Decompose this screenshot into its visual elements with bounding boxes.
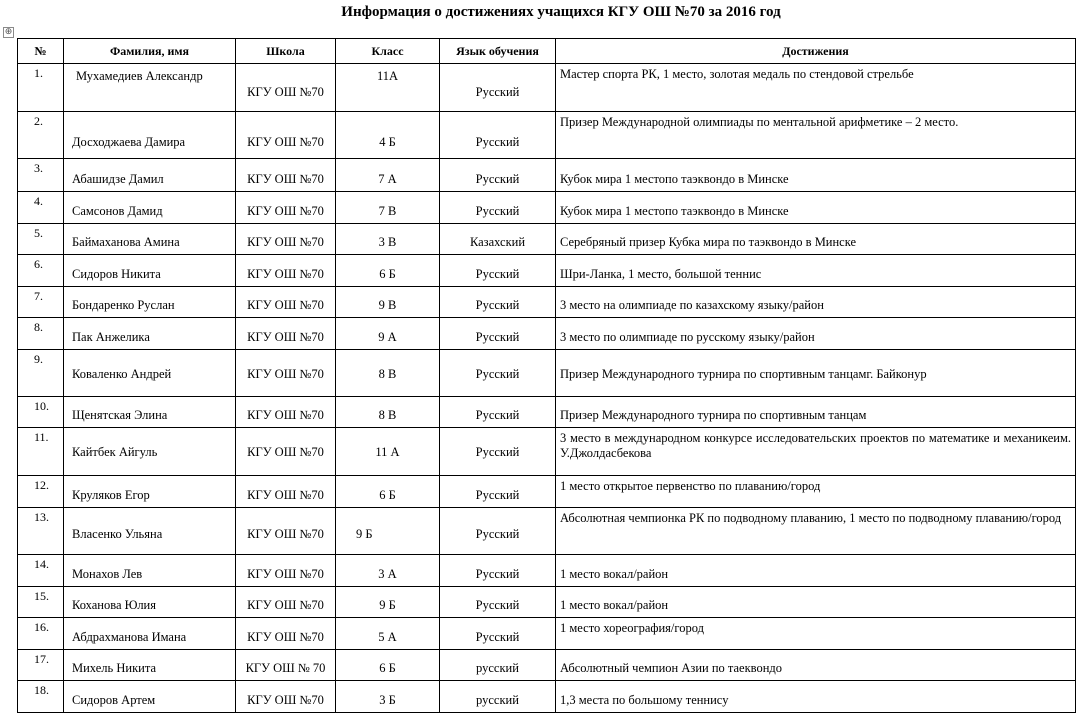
school-name: КГУ ОШ №70 xyxy=(236,681,336,713)
row-number: 7. xyxy=(18,287,64,318)
class-name: 6 Б xyxy=(336,650,440,681)
row-number: 5. xyxy=(18,224,64,255)
school-name: КГУ ОШ №70 xyxy=(236,287,336,318)
school-name: КГУ ОШ №70 xyxy=(236,397,336,428)
table-row xyxy=(18,112,1076,159)
row-number: 10. xyxy=(18,397,64,428)
row-number: 11. xyxy=(18,428,64,476)
header-school: Школа xyxy=(236,39,336,64)
school-name: КГУ ОШ №70 xyxy=(236,618,336,650)
achievement-text: 1 место открытое первенство по плаванию/город xyxy=(556,476,1076,508)
row-number: 9. xyxy=(18,350,64,397)
achievement-text: Абсолютная чемпионка РК по подводному плаванию, 1 место по подводному плаванию/город xyxy=(556,508,1076,555)
table-row xyxy=(18,650,1076,681)
row-number: 14. xyxy=(18,555,64,587)
class-name: 6 Б xyxy=(336,255,440,287)
language: Русский xyxy=(440,287,556,318)
table-row xyxy=(18,397,1076,428)
student-name: Монахов Лев xyxy=(64,555,236,587)
student-name: Абашидзе Дамил xyxy=(64,159,236,192)
row-number: 4. xyxy=(18,192,64,224)
achievement-text: 3 место на олимпиаде по казахскому языку/район xyxy=(556,287,1076,318)
achievement-text: 1 место хореография/город xyxy=(556,618,1076,650)
table-row xyxy=(18,681,1076,713)
row-number: 13. xyxy=(18,508,64,555)
class-name: 9 Б xyxy=(336,508,440,555)
student-name: Пак Анжелика xyxy=(64,318,236,350)
student-name: Кайтбек Айгуль xyxy=(64,428,236,476)
language: Русский xyxy=(440,428,556,476)
table-row xyxy=(18,255,1076,287)
row-number: 12. xyxy=(18,476,64,508)
class-name: 6 Б xyxy=(336,476,440,508)
student-name: Коваленко Андрей xyxy=(64,350,236,397)
header-language: Язык обучения xyxy=(440,39,556,64)
student-name: Абдрахманова Имана xyxy=(64,618,236,650)
achievement-text: 3 место по олимпиаде по русскому языку/район xyxy=(556,318,1076,350)
table-row xyxy=(18,350,1076,397)
table-header-row xyxy=(18,39,1076,64)
table-row xyxy=(18,64,1076,112)
school-name: КГУ ОШ №70 xyxy=(236,350,336,397)
language: Казахский xyxy=(440,224,556,255)
language: Русский xyxy=(440,555,556,587)
header-class: Класс xyxy=(336,39,440,64)
school-name: КГУ ОШ №70 xyxy=(236,318,336,350)
table-row xyxy=(18,428,1076,476)
student-name: Щенятская Элина xyxy=(64,397,236,428)
achievement-text: 1 место вокал/район xyxy=(556,587,1076,618)
table-row xyxy=(18,476,1076,508)
header-number: № xyxy=(18,39,64,64)
class-name: 3 А xyxy=(336,555,440,587)
table-move-handle-icon[interactable]: ⊕ xyxy=(4,27,13,37)
school-name: КГУ ОШ №70 xyxy=(236,159,336,192)
achievement-text: 3 место в международном конкурсе исследовательских проектов по математике и механикеим. У.Джолдасбекова xyxy=(556,428,1076,476)
language: Русский xyxy=(440,192,556,224)
table-row xyxy=(18,555,1076,587)
achievement-text: Шри-Ланка, 1 место, большой теннис xyxy=(556,255,1076,287)
achievement-text: Абсолютный чемпион Азии по таеквондо xyxy=(556,650,1076,681)
language: Русский xyxy=(440,64,556,112)
student-name: Сидоров Артем xyxy=(64,681,236,713)
school-name: КГУ ОШ №70 xyxy=(236,224,336,255)
row-number: 2. xyxy=(18,112,64,159)
student-name: Круляков Егор xyxy=(64,476,236,508)
class-name: 9 Б xyxy=(336,587,440,618)
row-number: 15. xyxy=(18,587,64,618)
class-name: 11А xyxy=(336,64,440,112)
class-name: 3 Б xyxy=(336,681,440,713)
row-number: 8. xyxy=(18,318,64,350)
achievement-text: Призер Международного турнира по спортивным танцам xyxy=(556,397,1076,428)
achievement-text: Призер Международного турнира по спортивным танцамг. Байконур xyxy=(556,350,1076,397)
class-name: 4 Б xyxy=(336,112,440,159)
language: Русский xyxy=(440,318,556,350)
language: Русский xyxy=(440,159,556,192)
school-name: КГУ ОШ №70 xyxy=(236,64,336,112)
header-name: Фамилия, имя xyxy=(64,39,236,64)
table-row xyxy=(18,318,1076,350)
language: Русский xyxy=(440,350,556,397)
class-name: 3 В xyxy=(336,224,440,255)
document-title: Информация о достижениях учащихся КГУ ОШ №70 за 2016 год xyxy=(341,4,781,20)
table-row xyxy=(18,224,1076,255)
row-number: 6. xyxy=(18,255,64,287)
language: русский xyxy=(440,650,556,681)
achievement-text: 1 место вокал/район xyxy=(556,555,1076,587)
school-name: КГУ ОШ №70 xyxy=(236,587,336,618)
student-name: Коханова Юлия xyxy=(64,587,236,618)
class-name: 8 В xyxy=(336,397,440,428)
language: Русский xyxy=(440,476,556,508)
student-name: Баймаханова Амина xyxy=(64,224,236,255)
language: Русский xyxy=(440,587,556,618)
school-name: КГУ ОШ №70 xyxy=(236,555,336,587)
school-name: КГУ ОШ №70 xyxy=(236,112,336,159)
header-achievements: Достижения xyxy=(556,39,1076,64)
language: Русский xyxy=(440,255,556,287)
row-number: 16. xyxy=(18,618,64,650)
achievements-table xyxy=(17,38,1076,713)
table-row xyxy=(18,192,1076,224)
row-number: 18. xyxy=(18,681,64,713)
student-name: Власенко Ульяна xyxy=(64,508,236,555)
school-name: КГУ ОШ № 70 xyxy=(236,650,336,681)
achievement-text: Кубок мира 1 местопо таэквондо в Минске xyxy=(556,159,1076,192)
student-name: Бондаренко Руслан xyxy=(64,287,236,318)
class-name: 5 А xyxy=(336,618,440,650)
class-name: 8 В xyxy=(336,350,440,397)
language: русский xyxy=(440,681,556,713)
student-name: Михель Никита xyxy=(64,650,236,681)
table-row xyxy=(18,618,1076,650)
table-row xyxy=(18,159,1076,192)
achievement-text: Призер Международной олимпиады по ментальной арифметике – 2 место. xyxy=(556,112,1076,159)
achievement-text: Кубок мира 1 местопо таэквондо в Минске xyxy=(556,192,1076,224)
table-row xyxy=(18,508,1076,555)
row-number: 3. xyxy=(18,159,64,192)
class-name: 9 В xyxy=(336,287,440,318)
class-name: 7 В xyxy=(336,192,440,224)
school-name: КГУ ОШ №70 xyxy=(236,255,336,287)
class-name: 11 А xyxy=(336,428,440,476)
table-row xyxy=(18,587,1076,618)
school-name: КГУ ОШ №70 xyxy=(236,428,336,476)
achievement-text: Мастер спорта РК, 1 место, золотая медаль по стендовой стрельбе xyxy=(556,64,1076,112)
student-name: Самсонов Дамид xyxy=(64,192,236,224)
language: Русский xyxy=(440,508,556,555)
school-name: КГУ ОШ №70 xyxy=(236,192,336,224)
class-name: 7 А xyxy=(336,159,440,192)
language: Русский xyxy=(440,112,556,159)
table-row xyxy=(18,287,1076,318)
achievement-text: 1,3 места по большому теннису xyxy=(556,681,1076,713)
class-name: 9 А xyxy=(336,318,440,350)
school-name: КГУ ОШ №70 xyxy=(236,476,336,508)
language: Русский xyxy=(440,397,556,428)
row-number: 1. xyxy=(18,64,64,112)
school-name: КГУ ОШ №70 xyxy=(236,508,336,555)
student-name: Досходжаева Дамира xyxy=(64,112,236,159)
student-name: Мухамедиев Александр xyxy=(64,64,236,112)
language: Русский xyxy=(440,618,556,650)
achievement-text: Серебряный призер Кубка мира по таэквондо в Минске xyxy=(556,224,1076,255)
student-name: Сидоров Никита xyxy=(64,255,236,287)
row-number: 17. xyxy=(18,650,64,681)
